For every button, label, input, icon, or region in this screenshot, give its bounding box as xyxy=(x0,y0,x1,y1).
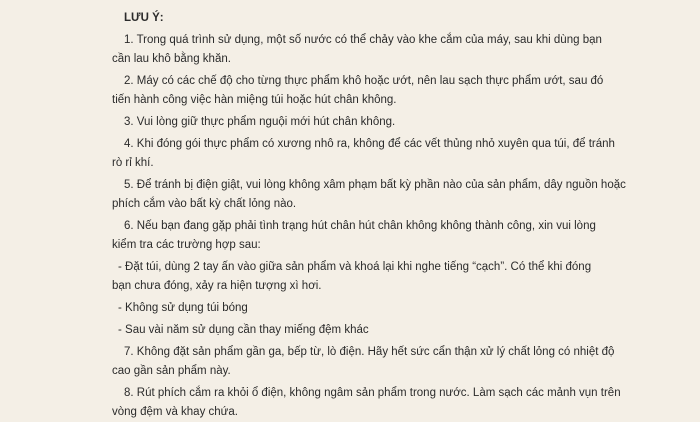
note-line: vòng đệm và khay chứa. xyxy=(112,406,238,418)
note-item-5 xyxy=(112,176,660,214)
note-subitem-3 xyxy=(112,321,660,340)
note-line: 7. Không đặt sản phẩm gần ga, bếp từ, lò điện. Hãy hết sức cẩn thận xử lý chất lỏng có nhiệt độ xyxy=(124,346,615,358)
note-item-6 xyxy=(112,217,660,255)
note-line: 8. Rút phích cắm ra khỏi ổ điện, không ngâm sản phẩm trong nước. Làm sạch các mảnh vụn trên xyxy=(124,387,621,399)
note-item-2 xyxy=(112,72,660,110)
note-line: rò rỉ khí. xyxy=(112,157,154,169)
note-line: 5. Để tránh bị điện giật, vui lòng không xâm phạm bất kỳ phần nào của sản phẩm, dây nguồn hoặc xyxy=(124,179,626,191)
note-line: 6. Nếu bạn đang gặp phải tình trạng hút chân hút chân không không thành công, xin vui lòng xyxy=(124,220,596,232)
note-line: tiến hành công việc hàn miệng túi hoặc hút chân không. xyxy=(112,94,397,106)
note-line: bạn chưa đóng, xảy ra hiện tượng xì hơi. xyxy=(112,280,322,292)
note-line: - Không sử dụng túi bóng xyxy=(118,302,248,314)
note-line: 2. Máy có các chế độ cho từng thực phẩm khô hoặc ướt, nên lau sạch thực phẩm ướt, sau đó xyxy=(124,75,604,87)
note-line: - Đặt túi, dùng 2 tay ấn vào giữa sản phẩm và khoá lại khi nghe tiếng “cạch”. Có thể khi đóng xyxy=(118,261,592,273)
note-item-1 xyxy=(112,31,660,69)
note-line: kiểm tra các trường hợp sau: xyxy=(112,239,261,251)
note-line: cao gần sản phẩm này. xyxy=(112,365,231,377)
note-item-7 xyxy=(112,343,660,381)
note-subitem-2 xyxy=(112,299,660,318)
note-item-8 xyxy=(112,384,660,422)
note-line: 4. Khi đóng gói thực phẩm có xương nhô ra, không để các vết thủng nhỏ xuyên qua túi, để tránh xyxy=(124,138,615,150)
note-line: 3. Vui lòng giữ thực phẩm nguội mới hút chân không. xyxy=(124,116,396,128)
note-item-4 xyxy=(112,135,660,173)
note-line: 1. Trong quá trình sử dụng, một số nước có thể chảy vào khe cắm của máy, sau khi dùng bạn xyxy=(124,34,602,46)
notes-title: LƯU Ý: xyxy=(124,12,164,24)
note-subitem-1 xyxy=(112,258,660,296)
note-line: phích cắm vào bất kỳ chất lỏng nào. xyxy=(112,198,297,210)
note-line: - Sau vài năm sử dụng cần thay miếng đệm khác xyxy=(118,324,369,336)
note-item-3 xyxy=(112,113,660,132)
note-line: cần lau khô bằng khăn. xyxy=(112,53,231,65)
